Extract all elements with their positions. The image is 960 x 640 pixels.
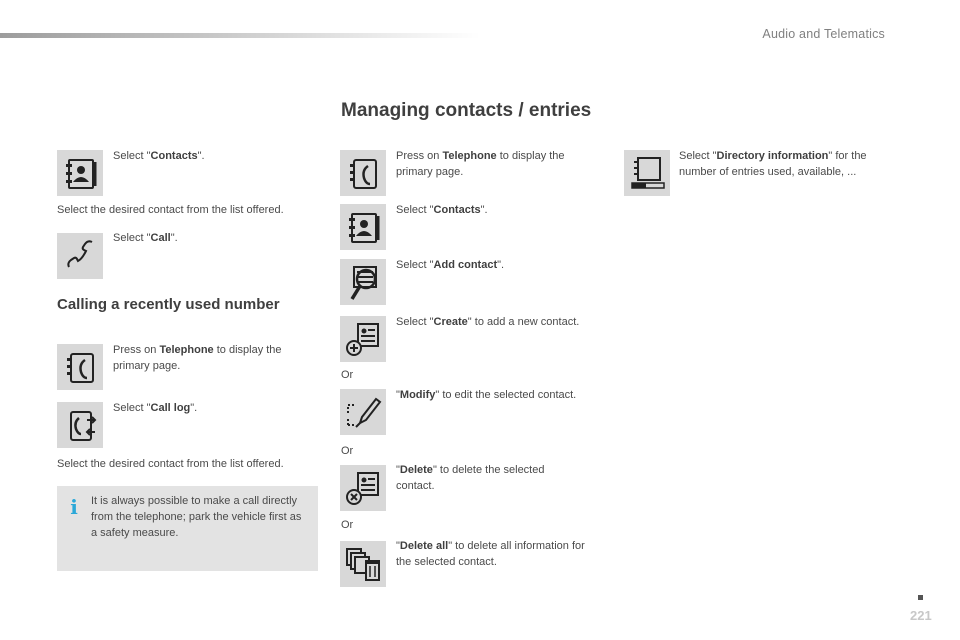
left-step-call: Select "Call". bbox=[113, 232, 178, 244]
mid-step-telephone: Press on Telephone to display the primary page. bbox=[396, 150, 565, 178]
info-icon: i bbox=[70, 495, 78, 519]
left-step-call-log: Select "Call log". bbox=[113, 402, 198, 414]
phone-icon bbox=[57, 344, 103, 390]
left-step-contacts: Select "Contacts". bbox=[113, 150, 205, 162]
mid-step-contacts: Select "Contacts". bbox=[396, 204, 488, 216]
left-note-select-contact: Select the desired contact from the list offered. bbox=[57, 204, 284, 216]
page-title: Managing contacts / entries bbox=[341, 100, 592, 121]
info-text: It is always possible to make a call directly from the telephone; park the vehicle first as a safety measure. bbox=[91, 495, 302, 539]
or-label-3: Or bbox=[341, 519, 354, 531]
delete-all-icon bbox=[340, 541, 386, 587]
delete-contact-icon bbox=[340, 465, 386, 511]
handset-icon bbox=[57, 233, 103, 279]
directory-info-icon bbox=[624, 150, 670, 196]
contacts-book-icon bbox=[57, 150, 103, 196]
mid-step-modify: "Modify" to edit the selected contact. bbox=[396, 389, 577, 401]
section-subtitle: Calling a recently used number bbox=[57, 296, 280, 313]
mid-step-delete-all: "Delete all" to delete all information for the selected contact. bbox=[396, 540, 585, 568]
page-number: 221 bbox=[910, 608, 932, 623]
call-log-icon bbox=[57, 402, 103, 448]
contacts-book-icon-middle bbox=[340, 204, 386, 250]
create-contact-icon bbox=[340, 316, 386, 362]
add-contact-icon bbox=[340, 259, 386, 305]
left-step-telephone: Press on Telephone to display the primary page. bbox=[113, 344, 282, 372]
left-note-select-contact-2: Select the desired contact from the list offered. bbox=[57, 458, 284, 470]
section-header: Audio and Telematics bbox=[762, 27, 885, 41]
mid-step-delete: "Delete" to delete the selected contact. bbox=[396, 464, 545, 492]
mid-step-add-contact: Select "Add contact". bbox=[396, 259, 505, 271]
header-gradient-bar bbox=[0, 33, 480, 38]
or-label-1: Or bbox=[341, 369, 354, 381]
or-label-2: Or bbox=[341, 445, 354, 457]
mid-step-create: Select "Create" to add a new contact. bbox=[396, 316, 580, 328]
edit-pen-icon bbox=[340, 389, 386, 435]
page-marker bbox=[918, 595, 923, 600]
phone-icon-middle bbox=[340, 150, 386, 196]
right-step-directory-info: Select "Directory information" for the number of entries used, available, ... bbox=[679, 150, 867, 178]
